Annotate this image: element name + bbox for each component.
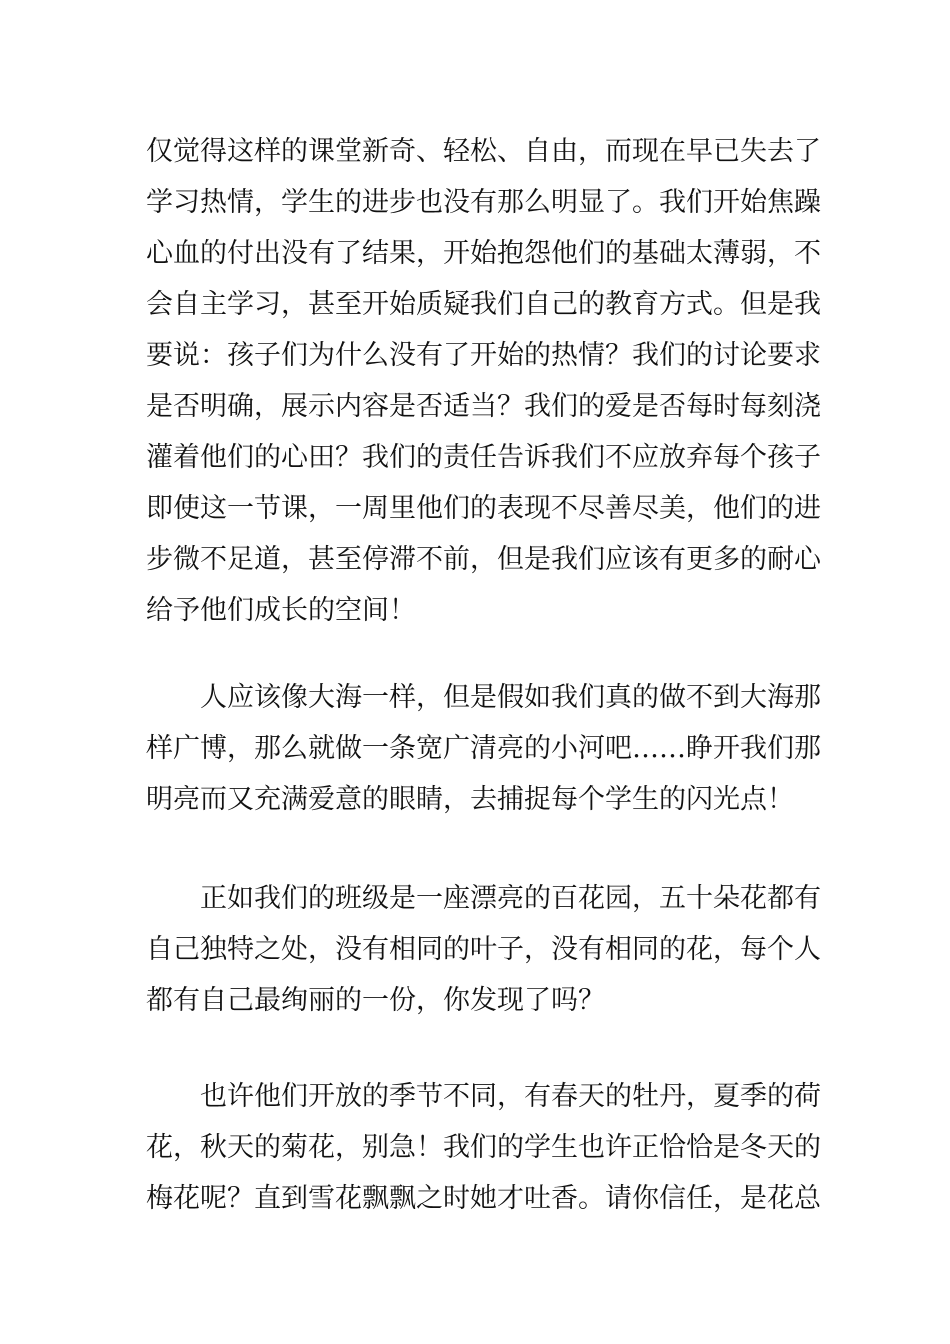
text-line: 学习热情，学生的进步也没有那么明显了。我们开始焦躁 [146,187,821,218]
text-line: 花，秋天的菊花，别急！我们的学生也许正恰恰是冬天的 [146,1132,821,1163]
text-line: 都有自己最绚丽的一份，你发现了吗？ [146,985,605,1016]
text-line: 心血的付出没有了结果，开始抱怨他们的基础太薄弱，不 [146,238,821,269]
text-line: 样广博，那么就做一条宽广清亮的小河吧……睁开我们那 [146,733,821,764]
text-line: 梅花呢？直到雪花飘飘之时她才吐香。请你信任，是花总 [146,1183,821,1214]
text-line: 即使这一节课，一周里他们的表现不尽善尽美，他们的进 [146,493,821,524]
body-paragraph [146,126,821,636]
text-line: 会自主学习，甚至开始质疑我们自己的教育方式。但是我 [146,289,821,320]
text-line: 是否明确，展示内容是否适当？我们的爱是否每时每刻浇 [146,391,821,422]
text-line: 人应该像大海一样，但是假如我们真的做不到大海那 [200,682,821,713]
body-paragraph [146,672,821,825]
text-line: 明亮而又充满爱意的眼睛，去捕捉每个学生的闪光点！ [146,784,794,815]
body-paragraph [146,1071,821,1224]
text-line: 正如我们的班级是一座漂亮的百花园，五十朵花都有 [200,883,821,914]
text-line: 灌着他们的心田？我们的责任告诉我们不应放弃每个孩子 [146,442,821,473]
text-line: 自己独特之处，没有相同的叶子，没有相同的花，每个人 [146,934,821,965]
text-line: 给予他们成长的空间！ [146,595,416,626]
text-line: 步微不足道，甚至停滞不前，但是我们应该有更多的耐心 [146,544,821,575]
text-line: 要说：孩子们为什么没有了开始的热情？我们的讨论要求 [146,340,821,371]
text-line: 也许他们开放的季节不同，有春天的牡丹，夏季的荷 [200,1081,821,1112]
body-paragraph [146,873,821,1026]
text-line: 仅觉得这样的课堂新奇、轻松、自由，而现在早已失去了 [146,136,821,167]
